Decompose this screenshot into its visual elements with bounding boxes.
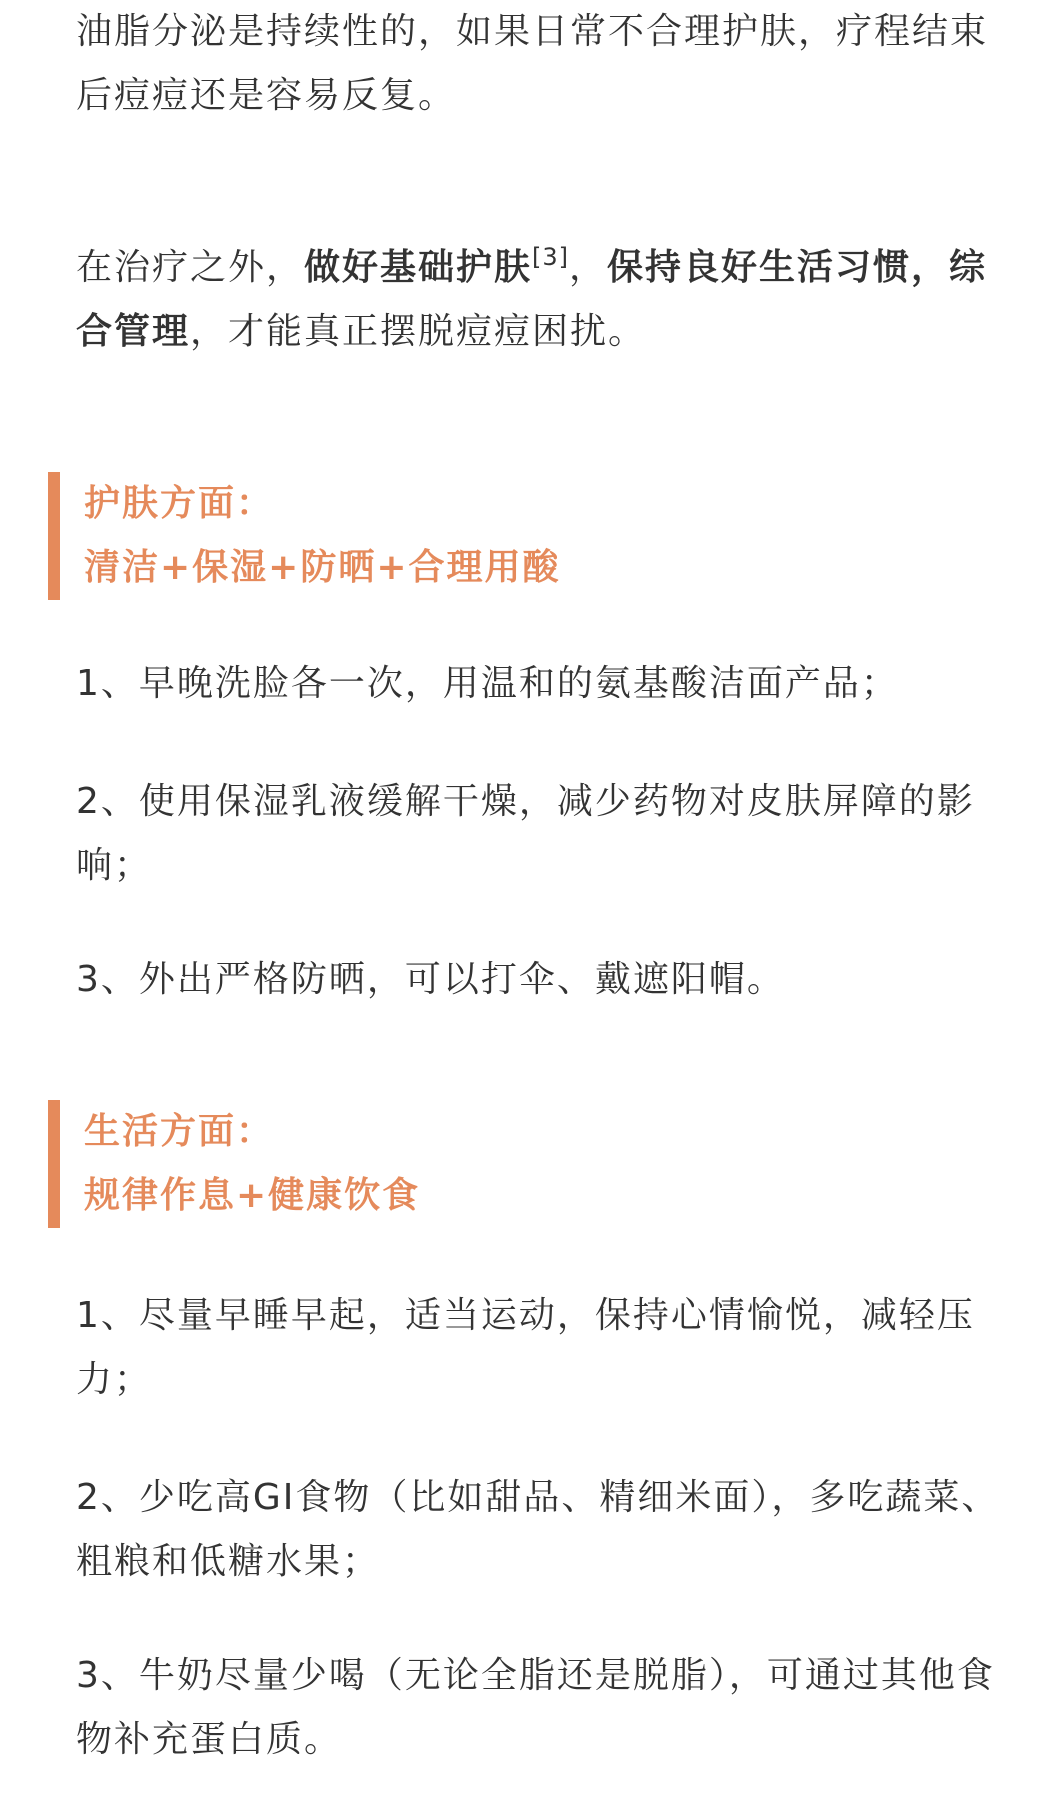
- citation-3-link[interactable]: [3]: [532, 243, 570, 271]
- intro-paragraph-management: [76, 236, 1006, 364]
- intro-text-2: ，: [569, 247, 608, 288]
- intro-bold-basic-skincare: 做好基础护肤: [304, 247, 533, 288]
- section-heading-skincare-subtitle: 清洁+保湿+防晒+合理用酸: [84, 547, 561, 588]
- intro-bold-habits: 保持良好生活习惯，综合管理: [76, 247, 988, 352]
- lifestyle-item-1: 1、尽量早睡早起，适当运动，保持心情愉悦，减轻压力；: [76, 1295, 975, 1400]
- lifestyle-item-3: 3、牛奶尽量少喝（无论全脂还是脱脂），可通过其他食物补充蛋白质。: [76, 1655, 995, 1760]
- section-heading-lifestyle-title: 生活方面：: [84, 1111, 275, 1152]
- skincare-item-3: 3、外出严格防晒，可以打伞、戴遮阳帽。: [76, 959, 785, 1000]
- section-heading-skincare: [48, 472, 984, 600]
- intro-paragraph-oil: 油脂分泌是持续性的，如果日常不合理护肤，疗程结束后痘痘还是容易反复。: [76, 11, 989, 116]
- lifestyle-item-2: 2、少吃高GI食物（比如甜品、精细米面），多吃蔬菜、粗粮和低糖水果；: [76, 1477, 1000, 1582]
- intro-text-3: ，才能真正摆脱痘痘困扰。: [190, 311, 647, 352]
- section-heading-lifestyle: [48, 1100, 984, 1228]
- section-heading-skincare-title: 护肤方面：: [84, 483, 275, 524]
- section-heading-lifestyle-subtitle: 规律作息+健康饮食: [84, 1175, 421, 1216]
- skincare-item-2: 2、使用保湿乳液缓解干燥，减少药物对皮肤屏障的影响；: [76, 781, 975, 886]
- intro-text-1: 在治疗之外，: [76, 247, 305, 288]
- skincare-item-1: 1、早晚洗脸各一次，用温和的氨基酸洁面产品；: [76, 663, 899, 704]
